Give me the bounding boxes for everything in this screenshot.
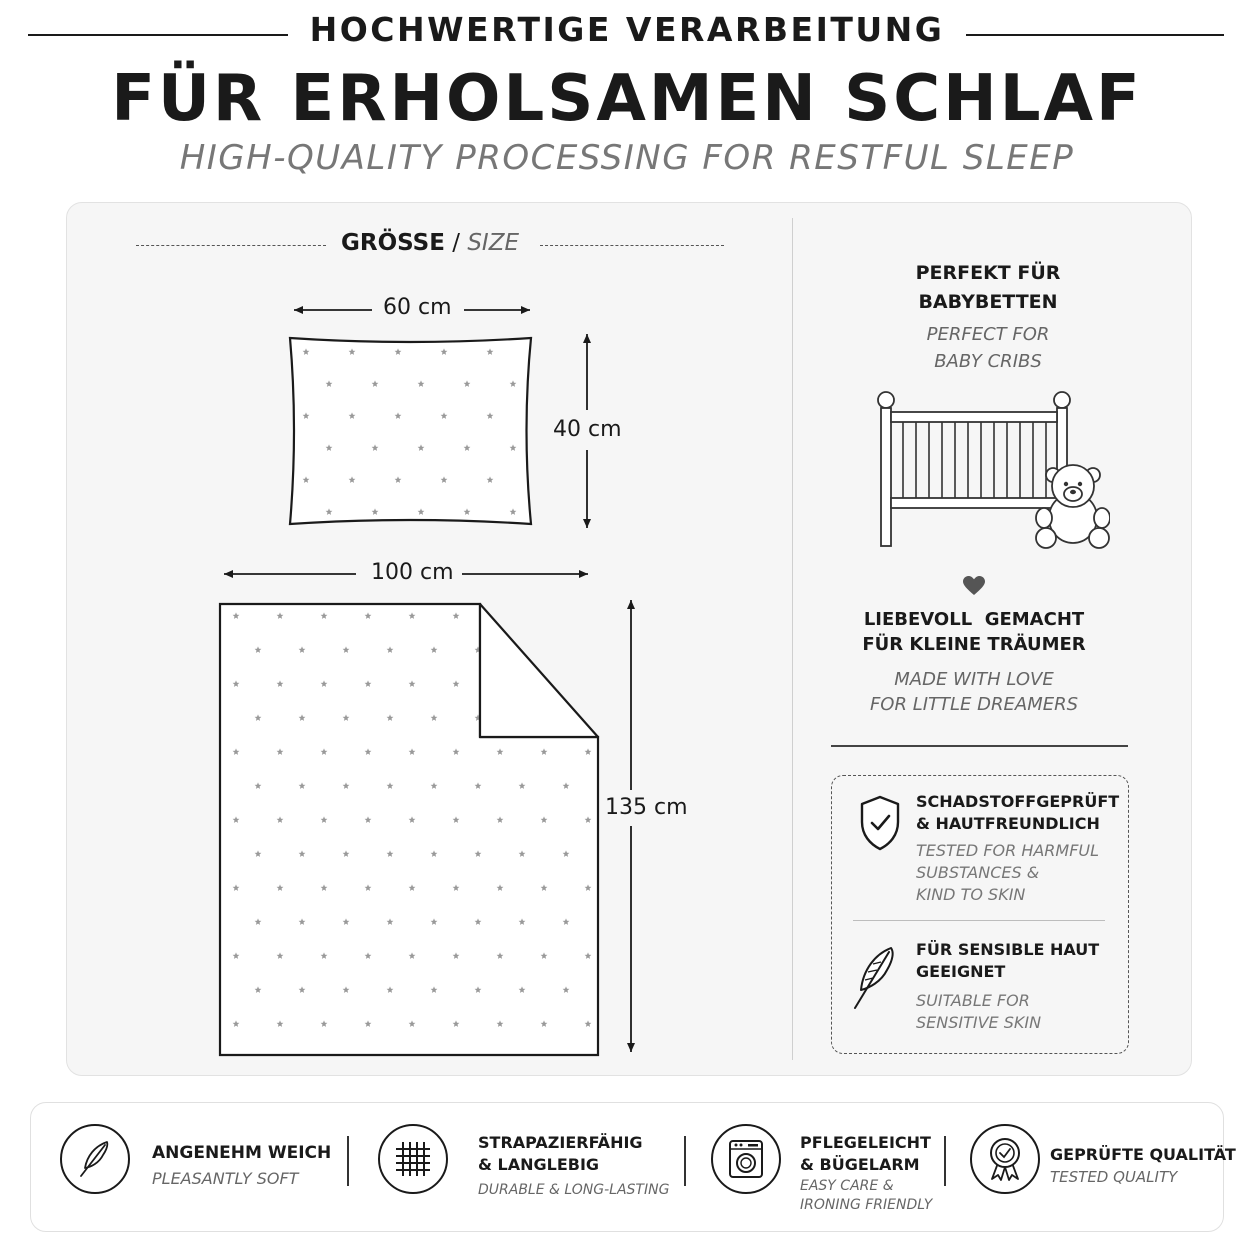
- star-mark: [585, 612, 592, 619]
- star-mark: [585, 680, 592, 687]
- page-subtitle: HIGH-QUALITY PROCESSING FOR RESTFUL SLEEP: [179, 138, 1075, 178]
- panel-divider: [792, 218, 793, 1060]
- star-mark: [541, 612, 548, 619]
- feature-soft-icon: [60, 1124, 130, 1194]
- crib-title: PERFEKT FÜR BABYBETTEN: [915, 262, 1061, 313]
- shield-check-icon: [858, 794, 902, 852]
- feature-durable-subtitle: DURABLE & LONG-LASTING: [478, 1182, 670, 1198]
- feather-icon: [77, 1139, 113, 1179]
- duvet-height-label: 135 cm: [605, 795, 688, 820]
- duvet-width-label: 100 cm: [371, 560, 454, 585]
- page-title: FÜR ERHOLSAMEN SCHLAF: [111, 62, 1143, 136]
- crib-with-teddy-bear-icon: [870, 388, 1110, 554]
- pillow-width-label: 60 cm: [383, 295, 452, 320]
- feature-separator-1: [347, 1136, 349, 1186]
- love-subtitle: MADE WITH LOVE FOR LITTLE DREAMERS: [869, 669, 1079, 715]
- love-title: LIEBEVOLL GEMACHT FÜR KLEINE TRÄUMER: [862, 609, 1086, 655]
- cert-2-subtitle: SUITABLE FOR SENSITIVE SKIN: [916, 991, 1042, 1032]
- fabric-weave-icon: [394, 1140, 432, 1178]
- feature-separator-2: [684, 1136, 686, 1186]
- feature-soft-subtitle: PLEASANTLY SOFT: [152, 1169, 299, 1188]
- feature-durable-icon: [378, 1124, 448, 1194]
- pillow-height-label: 40 cm: [553, 417, 622, 442]
- feather-icon: [851, 944, 899, 1012]
- feature-separator-3: [944, 1136, 946, 1186]
- heart-icon: [963, 576, 985, 596]
- feature-easycare-subtitle: EASY CARE & IRONING FRIENDLY: [800, 1178, 933, 1213]
- size-heading: GRÖSSE / SIZE: [341, 230, 519, 256]
- cert-divider: [853, 920, 1105, 921]
- feature-quality-icon: [970, 1124, 1040, 1194]
- duvet-folded-corner: [480, 604, 598, 737]
- cert-2-title: FÜR SENSIBLE HAUT GEEIGNET: [916, 940, 1100, 981]
- cert-1-title: SCHADSTOFFGEPRÜFT & HAUTFREUNDLICH: [916, 792, 1120, 833]
- feature-quality-title: GEPRÜFTE QUALITÄT: [1050, 1145, 1236, 1164]
- pillow-shape: [290, 338, 531, 524]
- crib-subtitle: PERFECT FOR BABY CRIBS: [926, 324, 1050, 372]
- washing-machine-icon: [728, 1139, 764, 1179]
- star-mark: [563, 646, 570, 653]
- feature-easycare-title: PFLEGELEICHT & BÜGELARM: [800, 1133, 931, 1174]
- star-mark: [497, 612, 504, 619]
- love-divider: [831, 745, 1128, 747]
- feature-soft-title: ANGENEHM WEICH: [152, 1143, 332, 1163]
- cert-1-subtitle: TESTED FOR HARMFUL SUBSTANCES & KIND TO SKIN: [916, 841, 1100, 904]
- header-kicker: HOCHWERTIGE VERARBEITUNG: [0, 10, 1254, 49]
- feature-easycare-icon: [711, 1124, 781, 1194]
- feature-quality-subtitle: TESTED QUALITY: [1050, 1168, 1178, 1186]
- award-rosette-icon: [986, 1137, 1024, 1181]
- feature-durable-title: STRAPAZIERFÄHIG & LANGLEBIG: [478, 1133, 643, 1174]
